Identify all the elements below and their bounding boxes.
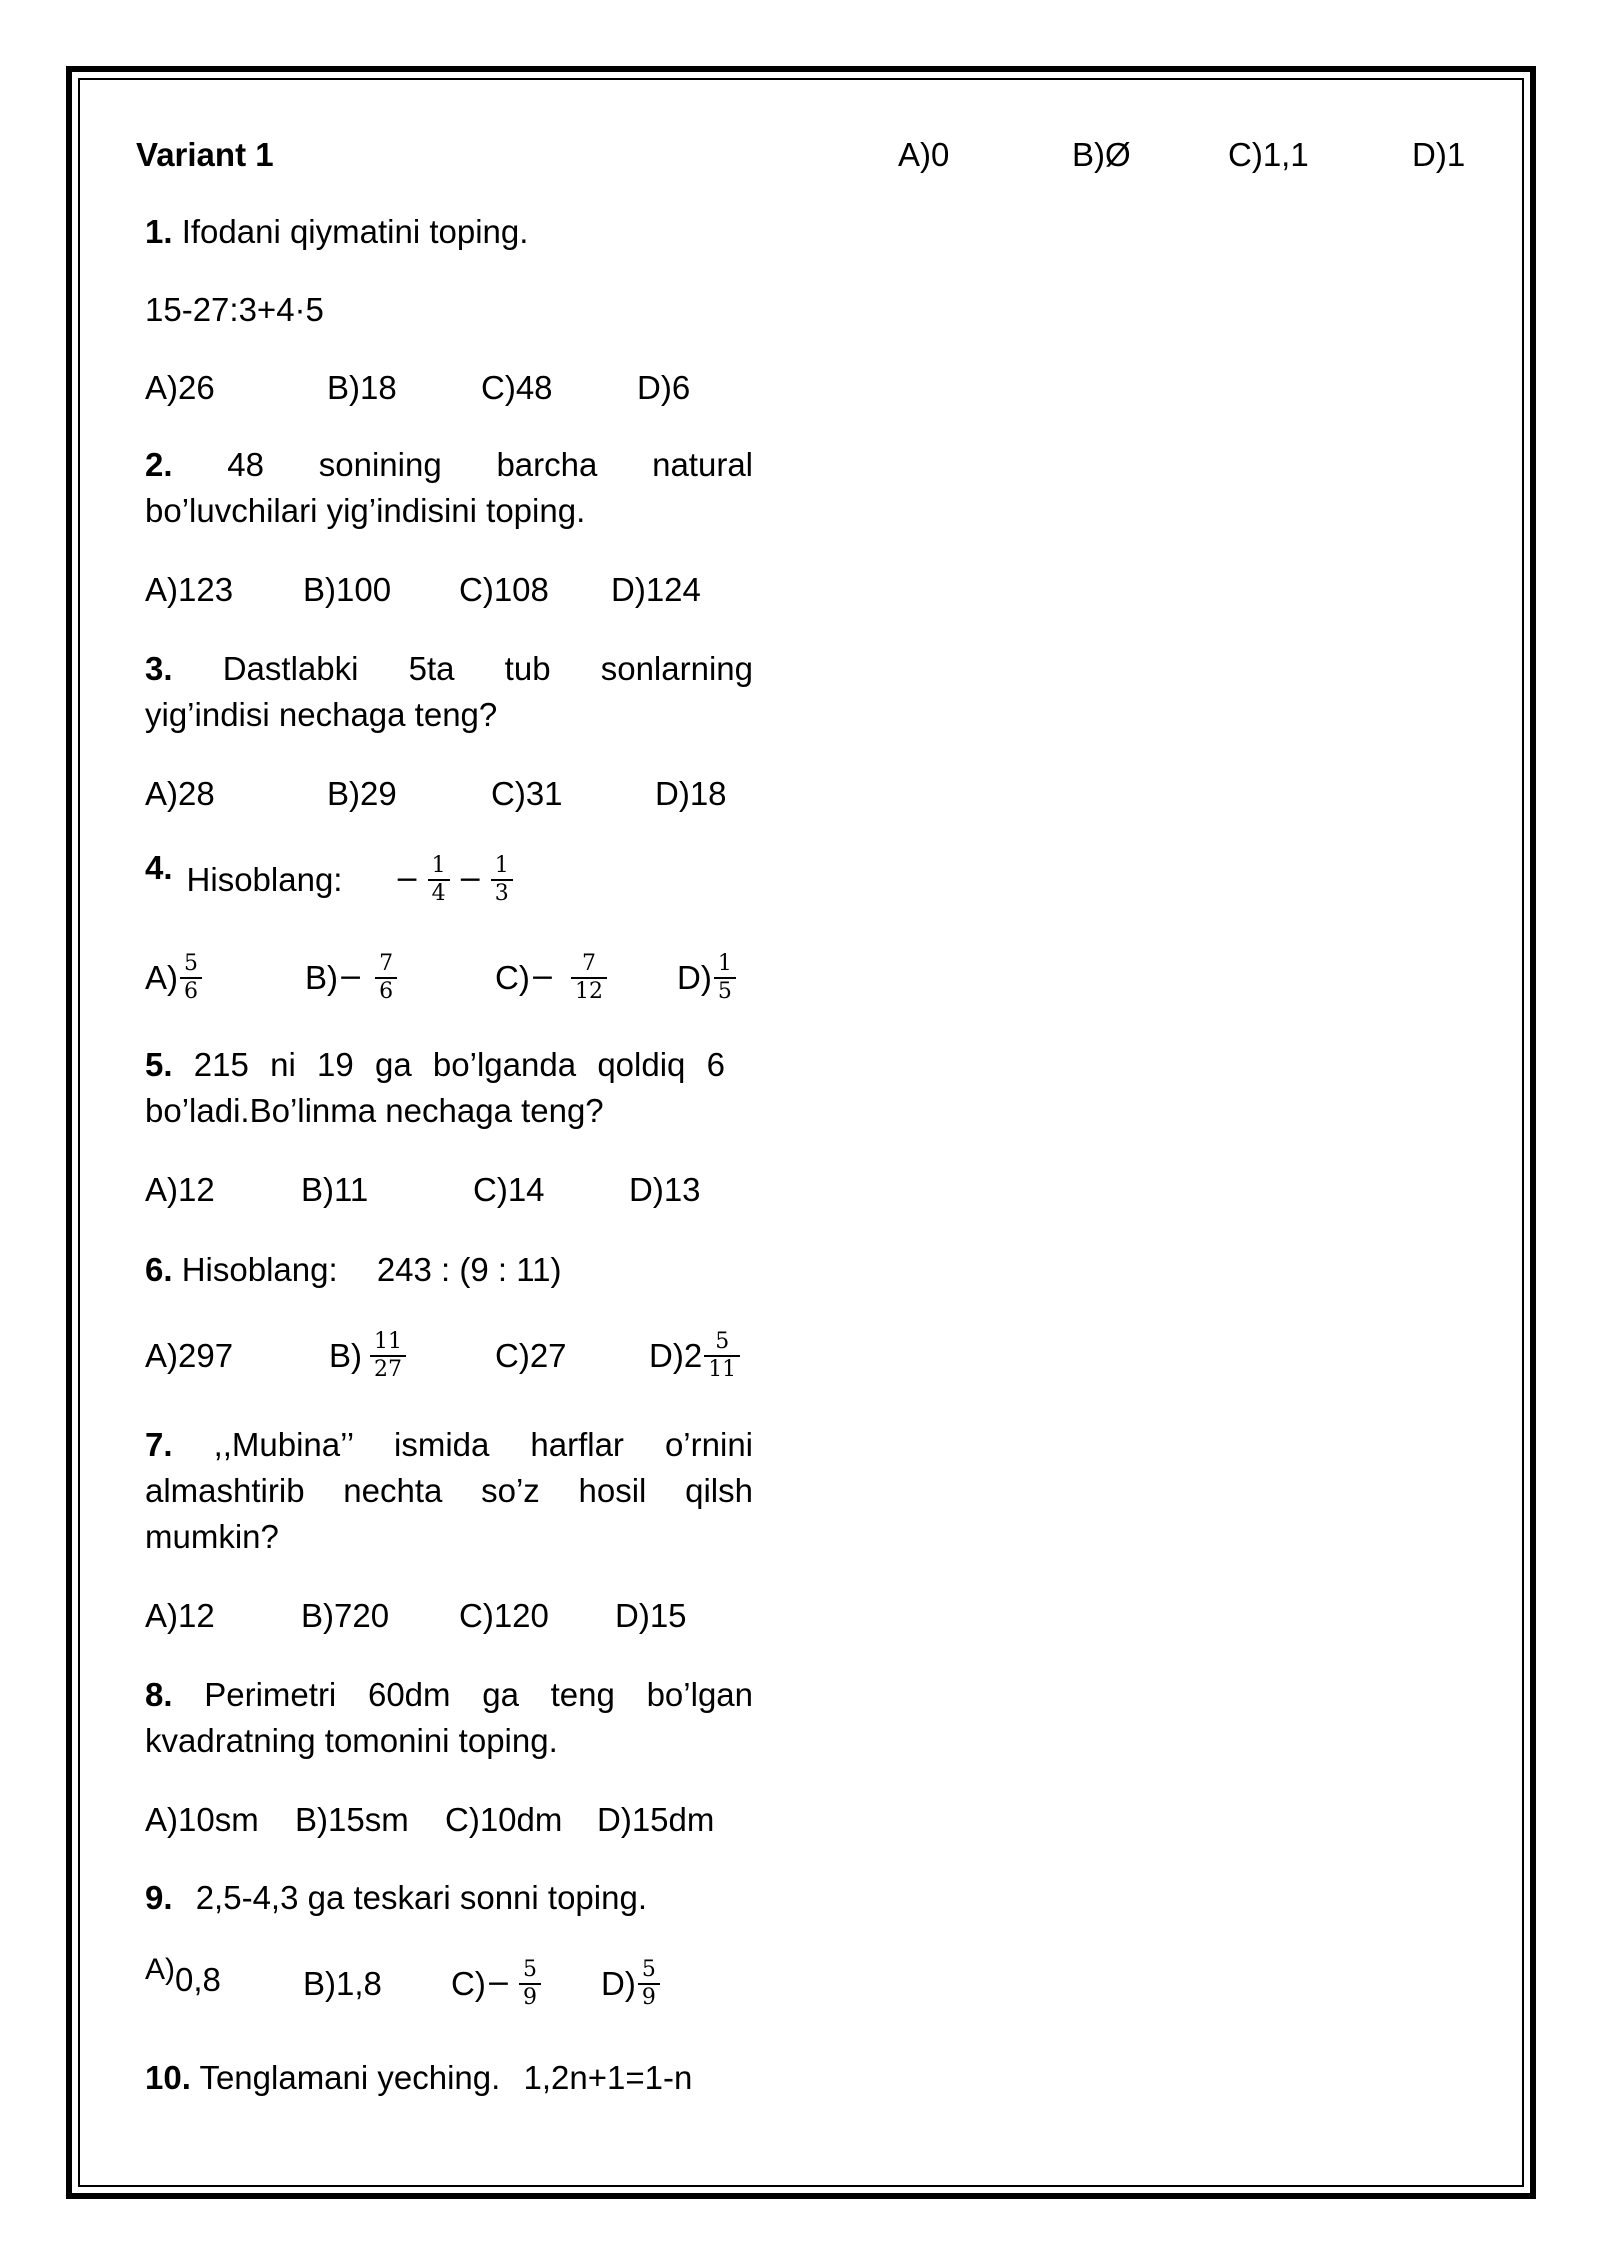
option-b: B)15sm bbox=[295, 1801, 409, 1838]
option-c: C)27 bbox=[495, 1337, 567, 1374]
denominator: 12 bbox=[571, 977, 607, 1005]
prev-option-a: A)0 bbox=[898, 136, 950, 173]
numerator: 7 bbox=[379, 951, 394, 976]
question-9 bbox=[145, 1876, 647, 1920]
numerator: 7 bbox=[581, 951, 596, 976]
option-c bbox=[495, 938, 609, 1018]
question-number: 3. bbox=[145, 650, 173, 687]
option-b bbox=[305, 938, 399, 1018]
question-number: 4. bbox=[145, 849, 173, 886]
numerator: 11 bbox=[374, 1329, 402, 1354]
fraction bbox=[370, 1329, 406, 1383]
option-c bbox=[451, 1944, 543, 2024]
minus-sign: − bbox=[485, 1966, 511, 2001]
question-5 bbox=[145, 1042, 753, 1134]
question-line: yig’indisi nechaga teng? bbox=[145, 696, 498, 733]
option-c: C)48 bbox=[481, 369, 553, 406]
question-6 bbox=[145, 1248, 561, 1292]
option-c: C)31 bbox=[491, 775, 563, 812]
question-line bbox=[145, 1042, 725, 1088]
minus-sign: − bbox=[338, 960, 364, 995]
denominator: 5 bbox=[714, 977, 736, 1005]
numerator: 5 bbox=[522, 1957, 537, 1982]
option-b: B)1,8 bbox=[303, 1965, 382, 2002]
question-number: 6. bbox=[145, 1251, 173, 1288]
option-d: D)6 bbox=[637, 369, 691, 406]
numerator: 5 bbox=[184, 951, 198, 976]
question-text: 2,5-4,3 ga teskari sonni toping. bbox=[195, 1879, 647, 1916]
option-label: D) bbox=[677, 959, 712, 996]
question-number: 7. bbox=[145, 1426, 173, 1463]
question-text: 48 sonining barcha natural bbox=[227, 446, 753, 483]
option-b: B)11 bbox=[301, 1171, 369, 1208]
prev-option-b: B)Ø bbox=[1072, 136, 1131, 173]
option-a: A)28 bbox=[145, 775, 215, 812]
option-label: D)2 bbox=[649, 1337, 703, 1374]
fraction bbox=[491, 853, 513, 907]
prev-option-c: C)1,1 bbox=[1228, 136, 1309, 173]
option-a: A)12 bbox=[145, 1171, 215, 1208]
option-a: A)12 bbox=[145, 1597, 215, 1634]
option-c: C)14 bbox=[473, 1171, 545, 1208]
question-line: almashtirib nechta so’z hosil qilsh bbox=[145, 1472, 753, 1509]
denominator: 9 bbox=[519, 1983, 541, 2011]
question-line: bo’ladi.Bo’linma nechaga teng? bbox=[145, 1092, 604, 1129]
fraction bbox=[428, 853, 450, 907]
question-text: Hisoblang: bbox=[181, 1251, 338, 1288]
numerator: 1 bbox=[494, 853, 509, 878]
question-text: Dastlabki 5ta tub sonlarning bbox=[222, 650, 754, 687]
option-a: A)123 bbox=[145, 571, 234, 608]
option-label: B) bbox=[329, 1337, 362, 1374]
minus-sign: − bbox=[457, 862, 483, 897]
option-label: C) bbox=[451, 1965, 486, 2002]
option-value: 0,8 bbox=[175, 1961, 221, 1998]
question-1-expression: 15-27:3+4·5 bbox=[145, 291, 324, 328]
fraction bbox=[571, 951, 607, 1005]
option-c: C)108 bbox=[459, 571, 549, 608]
option-label: A) bbox=[145, 959, 178, 996]
question-text: ,,Mubina’’ ismida harflar o’rnini bbox=[213, 1426, 753, 1463]
option-c: C)120 bbox=[459, 1597, 549, 1634]
option-b bbox=[329, 1316, 408, 1396]
option-a: A)297 bbox=[145, 1337, 234, 1374]
denominator: 6 bbox=[180, 977, 202, 1005]
option-d bbox=[649, 1316, 742, 1396]
fraction bbox=[638, 1957, 660, 2011]
numerator: 1 bbox=[431, 853, 446, 878]
option-d: D)15dm bbox=[597, 1801, 715, 1838]
minus-sign: − bbox=[529, 960, 555, 995]
option-c: C)10dm bbox=[445, 1801, 563, 1838]
denominator: 27 bbox=[370, 1355, 406, 1383]
option-b: B)720 bbox=[301, 1597, 390, 1634]
option-b: B)100 bbox=[303, 571, 392, 608]
denominator: 6 bbox=[375, 977, 397, 1005]
fraction bbox=[375, 951, 397, 1005]
question-line bbox=[145, 442, 753, 488]
question-text: 215 ni 19 ga bo’lganda qoldiq 6 bbox=[193, 1046, 725, 1083]
fraction bbox=[519, 1957, 541, 2011]
question-line bbox=[145, 1422, 753, 1468]
option-d bbox=[677, 938, 738, 1018]
option-d: D)18 bbox=[655, 775, 727, 812]
option-d: D)13 bbox=[629, 1171, 701, 1208]
question-line bbox=[145, 646, 753, 692]
question-number: 1. bbox=[145, 213, 173, 250]
variant-title: Variant 1 bbox=[136, 136, 274, 173]
option-a: A)26 bbox=[145, 369, 215, 406]
denominator: 4 bbox=[428, 879, 450, 907]
question-line: bo’luvchilari yig’indisini toping. bbox=[145, 492, 586, 529]
option-d: D)15 bbox=[615, 1597, 687, 1634]
denominator: 11 bbox=[704, 1355, 740, 1383]
question-number: 8. bbox=[145, 1676, 173, 1713]
question-4-expression bbox=[388, 853, 514, 907]
question-text: Perimetri 60dm ga teng bo’lgan bbox=[204, 1676, 754, 1713]
option-b: B)29 bbox=[327, 775, 397, 812]
option-a: A)10sm bbox=[145, 1801, 259, 1838]
question-number: 9. bbox=[145, 1879, 173, 1916]
question-line bbox=[145, 1672, 753, 1718]
denominator: 9 bbox=[638, 1983, 660, 2011]
question-6-expression: 243 : (9 : 11) bbox=[376, 1251, 562, 1288]
question-line: kvadratning tomonini toping. bbox=[145, 1722, 558, 1759]
question-10 bbox=[145, 2056, 692, 2100]
denominator: 3 bbox=[491, 879, 513, 907]
numerator: 5 bbox=[641, 1957, 656, 1982]
option-label: B) bbox=[305, 959, 338, 996]
question-number: 2. bbox=[145, 446, 173, 483]
question-number: 10. bbox=[145, 2059, 191, 2096]
fraction bbox=[180, 951, 202, 1005]
prev-option-d: D)1 bbox=[1412, 136, 1466, 173]
option-label: C) bbox=[495, 959, 530, 996]
question-1 bbox=[145, 210, 528, 254]
option-d: D)124 bbox=[611, 571, 701, 608]
option-a bbox=[145, 938, 204, 1018]
question-text: Tenglamani yeching. bbox=[199, 2059, 501, 2096]
option-a bbox=[145, 1944, 221, 2024]
option-label: D) bbox=[601, 1965, 636, 2002]
question-number: 5. bbox=[145, 1046, 173, 1083]
question-line: mumkin? bbox=[145, 1518, 279, 1555]
fraction bbox=[704, 1329, 740, 1383]
option-label: A) bbox=[145, 1953, 175, 1986]
question-text: Ifodani qiymatini toping. bbox=[181, 213, 529, 250]
question-10-expression: 1,2n+1=1-n bbox=[523, 2059, 693, 2096]
question-8 bbox=[145, 1672, 753, 1764]
minus-sign: − bbox=[394, 862, 420, 897]
question-2 bbox=[145, 442, 753, 534]
question-3 bbox=[145, 646, 753, 738]
fraction bbox=[714, 951, 736, 1005]
numerator: 5 bbox=[715, 1329, 730, 1354]
numerator: 1 bbox=[717, 951, 732, 976]
option-d bbox=[601, 1944, 662, 2024]
question-text: Hisoblang: bbox=[186, 861, 343, 898]
question-4 bbox=[145, 840, 515, 920]
question-7 bbox=[145, 1422, 753, 1560]
option-b: B)18 bbox=[327, 369, 397, 406]
